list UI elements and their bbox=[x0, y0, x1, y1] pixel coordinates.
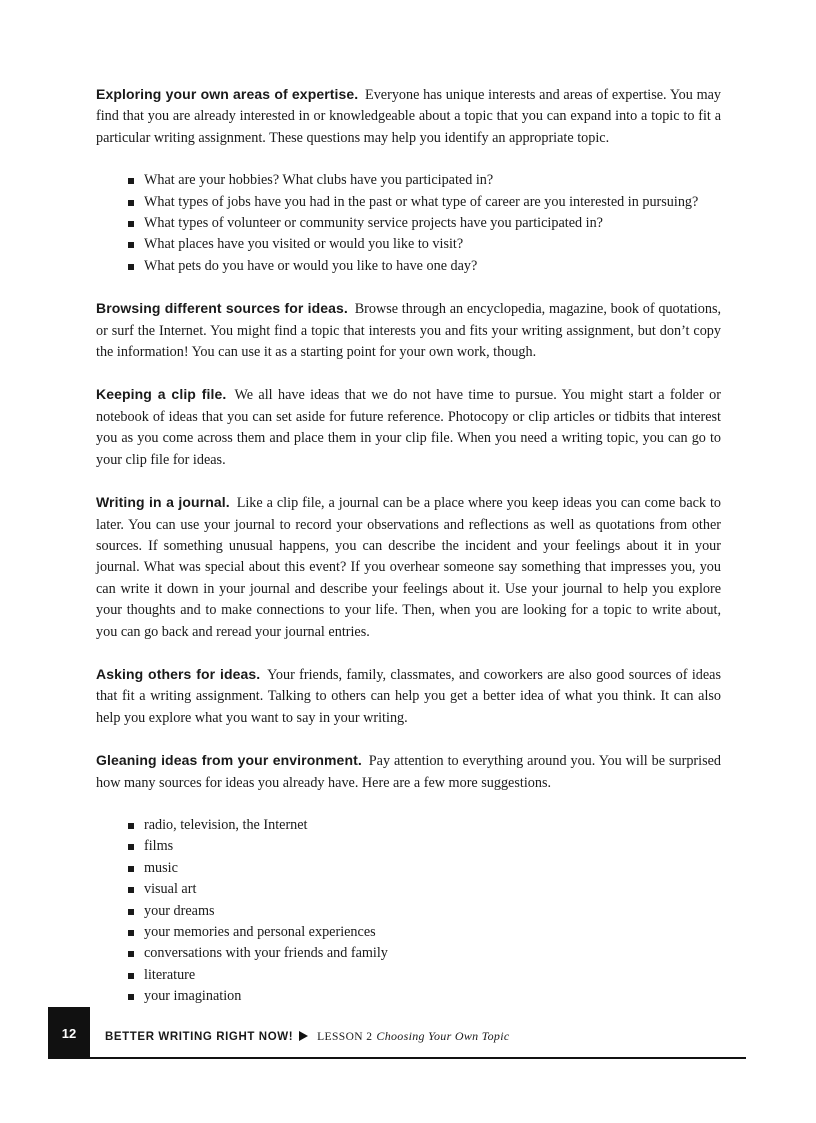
lesson-topic: Choosing Your Own Topic bbox=[376, 1029, 510, 1043]
section-body: Your friends, family, classmates, and coworkers are also good sources of ideas that fit a writing assignment. Talking to others can help you get a better idea of what you think. It can also help you explore what you want to say in your writing. bbox=[96, 666, 721, 726]
section-heading: Exploring your own areas of expertise. bbox=[96, 86, 359, 102]
section-browsing bbox=[96, 298, 721, 363]
running-footer bbox=[105, 1027, 509, 1045]
section-expertise bbox=[96, 84, 721, 149]
list-item: music bbox=[128, 858, 721, 879]
section-body: Everyone has unique interests and areas of expertise. You may find that you are already interested in or knowledgeable about a topic that you can expand into a topic to fit a particular writing assignment. These questions may help you identify an appropriate topic. bbox=[96, 87, 721, 146]
section-heading: Writing in a journal. bbox=[96, 494, 230, 511]
list-item: visual art bbox=[128, 879, 721, 900]
section-body: Pay attention to everything around you. You will be surprised how many sources for ideas you already have. Here are a few more suggestions. bbox=[96, 753, 721, 791]
list-item: radio, television, the Internet bbox=[128, 815, 721, 836]
list-item: What are your hobbies? What clubs have you participated in? bbox=[128, 170, 721, 191]
section-clip-file bbox=[96, 384, 721, 471]
expertise-questions-list bbox=[96, 170, 721, 277]
page-footer bbox=[48, 1007, 746, 1059]
section-body: We all have ideas that we do not have time to pursue. You might start a folder or notebook of ideas that you can set aside for future reference. Photocopy or clip articles or tidbits that interest you as you come across them and place them in your clip file. When you need a writing topic, you can go to your clip file for ideas. bbox=[96, 387, 722, 468]
footer-rule bbox=[48, 1057, 746, 1059]
list-item: literature bbox=[128, 965, 721, 986]
section-heading: Browsing different sources for ideas. bbox=[96, 300, 348, 317]
page-body bbox=[96, 84, 721, 1029]
list-item: your memories and personal experiences bbox=[128, 922, 721, 943]
list-item: conversations with your friends and family bbox=[128, 943, 721, 964]
list-item: films bbox=[128, 836, 721, 857]
section-environment bbox=[96, 750, 721, 794]
list-item: What types of volunteer or community service projects have you participated in? bbox=[128, 213, 721, 234]
section-journal bbox=[96, 492, 721, 643]
section-heading: Keeping a clip file. bbox=[96, 386, 227, 403]
list-item: What types of jobs have you had in the past or what type of career are you interested in pursuing? bbox=[128, 192, 721, 213]
section-body: Browse through an encyclopedia, magazine, book of quotations, or surf the Internet. You might find a topic that interests you and fits your writing assignment, but don’t copy the information! You can use it as a starting point for your own work, though. bbox=[96, 301, 722, 361]
section-heading: Gleaning ideas from your environment. bbox=[96, 752, 362, 769]
page-number: 12 bbox=[48, 1007, 90, 1059]
list-item: your imagination bbox=[128, 986, 721, 1007]
list-item: What places have you visited or would you like to visit? bbox=[128, 234, 721, 255]
arrow-right-icon bbox=[299, 1031, 308, 1041]
section-heading: Asking others for ideas. bbox=[96, 665, 261, 682]
book-title: BETTER WRITING RIGHT NOW! bbox=[105, 1031, 294, 1043]
lesson-label: LESSON 2 bbox=[317, 1031, 373, 1043]
list-item: What pets do you have or would you like to have one day? bbox=[128, 256, 721, 277]
section-body: Like a clip file, a journal can be a place where you keep ideas you can come back to later. You can use your journal to record your observations and reflections as well as quotations from other sources. If something unusual happens, you can describe the incident and your feelings about it in your journal. What was special about this event? If you overhear someone say something that impresses you, you can write it down in your journal and describe your feelings about it. Use your journal to help you explore your thoughts and to make connections to your life. Then, when you are looking for a topic to write about, you can go back and reread your journal entries. bbox=[96, 495, 721, 640]
environment-sources-list bbox=[96, 815, 721, 1008]
section-asking-others bbox=[96, 664, 721, 729]
list-item: your dreams bbox=[128, 901, 721, 922]
